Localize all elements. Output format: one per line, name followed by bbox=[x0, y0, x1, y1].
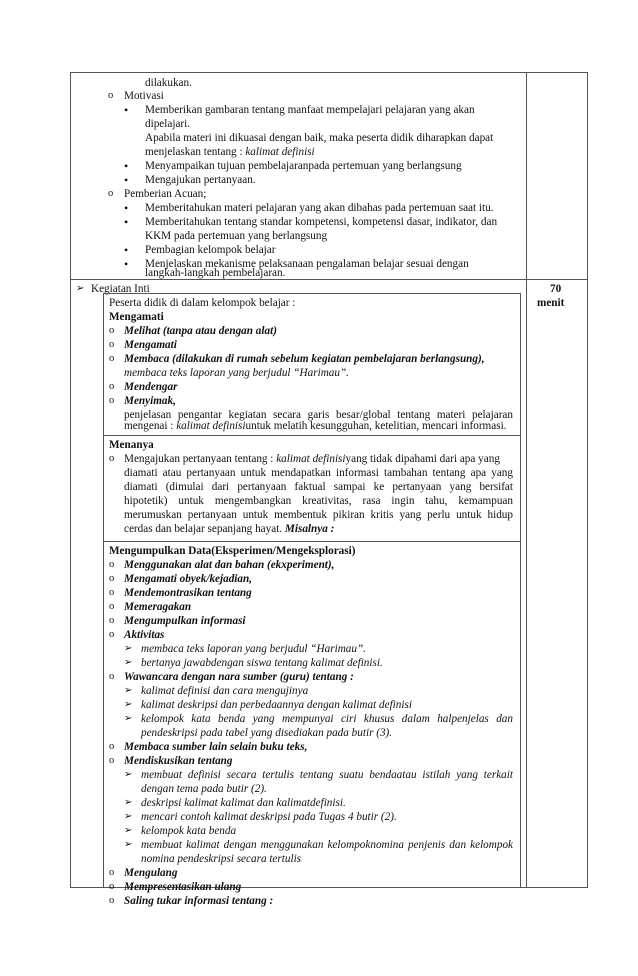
bullet-icon: • bbox=[124, 159, 129, 173]
arrow-bullet-icon: ➢ bbox=[124, 685, 133, 696]
circle-bullet: o bbox=[109, 325, 115, 336]
mengamati-item: Menyimak, bbox=[124, 395, 176, 407]
arrow-bullet-icon: ➢ bbox=[124, 839, 133, 850]
diskusi-item: deskripsi kalimat kalimat dan kalimatdefinisi. bbox=[141, 797, 346, 809]
mengamati-item-cont: mengenai : kalimat definisiuntuk melatih kesungguhan, ketelitian, mencari informasi. bbox=[124, 420, 507, 432]
circle-bullet: o bbox=[108, 188, 114, 199]
bullet-icon: • bbox=[124, 103, 129, 117]
circle-bullet: o bbox=[109, 453, 115, 464]
arrow-bullet-icon: ➢ bbox=[124, 657, 133, 668]
acuan-item-4: Menjelaskan mekanisme pelaksanaan pengalaman belajar sesuai dengan bbox=[145, 258, 469, 270]
bullet-icon: • bbox=[124, 173, 129, 187]
mengamati-item: Membaca (dilakukan di rumah sebelum kegiatan pembelajaran berlangsung), bbox=[124, 353, 485, 365]
menanya-item-cont: diamati atau pertanyaan untuk mendapatkan informasi tambahan tentang apa yang bbox=[124, 467, 513, 479]
acuan-heading: Pemberian Acuan; bbox=[124, 188, 207, 200]
mengamati-item: Melihat (tanpa atau dengan alat) bbox=[124, 325, 277, 337]
table-left-border bbox=[70, 72, 71, 888]
diskusi-item-cont: nomina pendeskripsi secara tertulis bbox=[141, 853, 302, 865]
aktivitas-item: membaca teks laporan yang berjudul “Harimau”. bbox=[141, 643, 366, 655]
kumpul-item: Mengulang bbox=[124, 867, 178, 879]
aktivitas-item: bertanya jawabdengan siswa tentang kalimat definisi. bbox=[141, 657, 383, 669]
kumpul-item: Menggunakan alat dan bahan (ekxperiment), bbox=[124, 559, 335, 571]
mengamati-title: Mengamati bbox=[109, 311, 164, 323]
kumpul-item: Mengumpulkan informasi bbox=[124, 615, 246, 627]
circle-bullet: o bbox=[109, 881, 115, 892]
menanya-item-cont: hipotetik) untuk mengembangkan kreativitas, rasa ingin tahu, kemampuan bbox=[124, 495, 513, 507]
kumpul-item: Membaca sumber lain selain buku teks, bbox=[124, 741, 308, 753]
kumpul-item: Saling tukar informasi tentang : bbox=[124, 895, 274, 907]
bullet-icon: • bbox=[124, 215, 129, 229]
arrow-bullet-icon: ➢ bbox=[124, 797, 133, 808]
table-right-border bbox=[587, 72, 588, 888]
kumpul-item: Mengamati obyek/kejadian, bbox=[124, 573, 253, 585]
circle-bullet: o bbox=[109, 755, 115, 766]
arrow-bullet-icon: ➢ bbox=[124, 811, 133, 822]
circle-bullet: o bbox=[109, 587, 115, 598]
diskusi-item: mencari contoh kalimat deskripsi pada Tugas 4 butir (2). bbox=[141, 811, 397, 823]
arrow-bullet-icon: ➢ bbox=[76, 283, 85, 294]
bullet-icon: • bbox=[124, 257, 129, 271]
circle-bullet: o bbox=[109, 573, 115, 584]
acuan-item-2-cont: KKM pada pertemuan yang berlangsung bbox=[145, 230, 328, 242]
menanya-item-cont: merumuskan pertanyaan untuk membentuk pikiran kritis yang perlu untuk hidup bbox=[124, 509, 513, 521]
circle-bullet: o bbox=[109, 629, 115, 640]
wawancara-item: kelompok kata benda yang mempunyai ciri khusus dalam halpenjelas dan bbox=[141, 713, 513, 725]
wawancara-item: kalimat definisi dan cara mengujinya bbox=[141, 685, 309, 697]
mengamati-item: Mendengar bbox=[124, 381, 178, 393]
circle-bullet: o bbox=[109, 339, 115, 350]
circle-bullet: o bbox=[109, 615, 115, 626]
acuan-item-1: Memberitahukan materi pelajaran yang akan dibahas pada pertemuan saat itu. bbox=[145, 202, 494, 214]
mengamati-item-cont: penjelasan pengantar kegiatan secara garis besar/global tentang materi pelajaran bbox=[124, 409, 513, 421]
bullet-icon: • bbox=[124, 243, 129, 257]
circle-bullet: o bbox=[109, 353, 115, 364]
diskusi-item: kelompok kata benda bbox=[141, 825, 237, 837]
bullet-icon: • bbox=[124, 201, 129, 215]
table-column-divider bbox=[526, 72, 527, 888]
circle-bullet: o bbox=[109, 395, 115, 406]
circle-bullet: o bbox=[108, 90, 114, 101]
motivasi-item-1-cont: Apabila materi ini dikuasai dengan baik, maka peserta didik diharapkan dapat bbox=[145, 132, 494, 144]
kumpul-item: Wawancara dengan nara sumber (guru) tentang : bbox=[124, 671, 354, 683]
circle-bullet: o bbox=[109, 741, 115, 752]
wawancara-item-cont: pendeskripsi pada tabel yang disediakan pada butir (3). bbox=[141, 727, 393, 739]
arrow-bullet-icon: ➢ bbox=[124, 699, 133, 710]
motivasi-item-1-cont: dipelajari. bbox=[145, 118, 191, 130]
arrow-bullet-icon: ➢ bbox=[124, 769, 133, 780]
table-top-border bbox=[70, 72, 588, 73]
kumpul-item: Mendemontrasikan tentang bbox=[124, 587, 252, 599]
menanya-item: Mengajukan pertanyaan tentang : kalimat definisiyang tidak dipahami dari apa yang bbox=[124, 453, 500, 465]
arrow-bullet-icon: ➢ bbox=[124, 713, 133, 724]
acuan-item-4-cont: langkah-langkah pembelajaran. bbox=[145, 267, 286, 279]
motivasi-item-2: Menyampaikan tujuan pembelajaranpada pertemuan yang berlangsung bbox=[145, 160, 462, 172]
circle-bullet: o bbox=[109, 601, 115, 612]
motivasi-item-1-cont: menjelaskan tentang : kalimat definisi bbox=[145, 146, 315, 158]
text-dilakukan: dilakukan. bbox=[145, 77, 192, 89]
kumpul-item: Mempresentasikan ulang bbox=[124, 881, 242, 893]
intro-text: Peserta didik di dalam kelompok belajar : bbox=[109, 297, 296, 309]
circle-bullet: o bbox=[109, 671, 115, 682]
menanya-item-cont: diamati (dimulai dari pertanyaan faktual sampai ke pertanyaan yang bersifat bbox=[124, 481, 513, 493]
kumpul-item: Mendiskusikan tentang bbox=[124, 755, 233, 767]
time-value: 70 bbox=[550, 283, 562, 295]
circle-bullet: o bbox=[109, 867, 115, 878]
kegiatan-inti-heading: Kegiatan Inti bbox=[91, 283, 150, 295]
kumpul-item: Aktivitas bbox=[124, 629, 165, 641]
diskusi-item-cont: dengan tema pada butir (2). bbox=[141, 783, 267, 795]
mengumpulkan-title: Mengumpulkan Data(Eksperimen/Mengeksplorasi) bbox=[109, 545, 356, 557]
time-unit: menit bbox=[537, 297, 565, 309]
arrow-bullet-icon: ➢ bbox=[124, 643, 133, 654]
wawancara-item: kalimat deskripsi dan perbedaannya dengan kalimat definisi bbox=[141, 699, 412, 711]
diskusi-item: membuat kalimat dengan menggunakan kelompoknomina penjenis dan kelompok bbox=[141, 839, 513, 851]
circle-bullet: o bbox=[109, 381, 115, 392]
motivasi-heading: Motivasi bbox=[124, 90, 164, 102]
menanya-item-cont: cerdas dan belajar sepanjang hayat. Misalnya : bbox=[124, 523, 335, 535]
arrow-bullet-icon: ➢ bbox=[124, 825, 133, 836]
mengamati-item: Mengamati bbox=[124, 339, 177, 351]
acuan-item-3: Pembagian kelompok belajar bbox=[145, 244, 276, 256]
diskusi-item: membuat definisi secara tertulis tentang suatu bendaatau istilah yang terkait bbox=[141, 769, 513, 781]
motivasi-item-1: Memberikan gambaran tentang manfaat mempelajari pelajaran yang akan bbox=[145, 104, 475, 116]
acuan-item-2: Memberitahukan tentang standar kompetensi, kompetensi dasar, indikator, dan bbox=[145, 216, 498, 228]
mengamati-item-cont: membaca teks laporan yang berjudul “Harimau”. bbox=[124, 367, 349, 379]
kumpul-item: Memeragakan bbox=[124, 601, 192, 613]
menanya-title: Menanya bbox=[109, 439, 154, 451]
circle-bullet: o bbox=[109, 895, 115, 906]
circle-bullet: o bbox=[109, 559, 115, 570]
motivasi-item-3: Mengajukan pertanyaan. bbox=[145, 174, 256, 186]
